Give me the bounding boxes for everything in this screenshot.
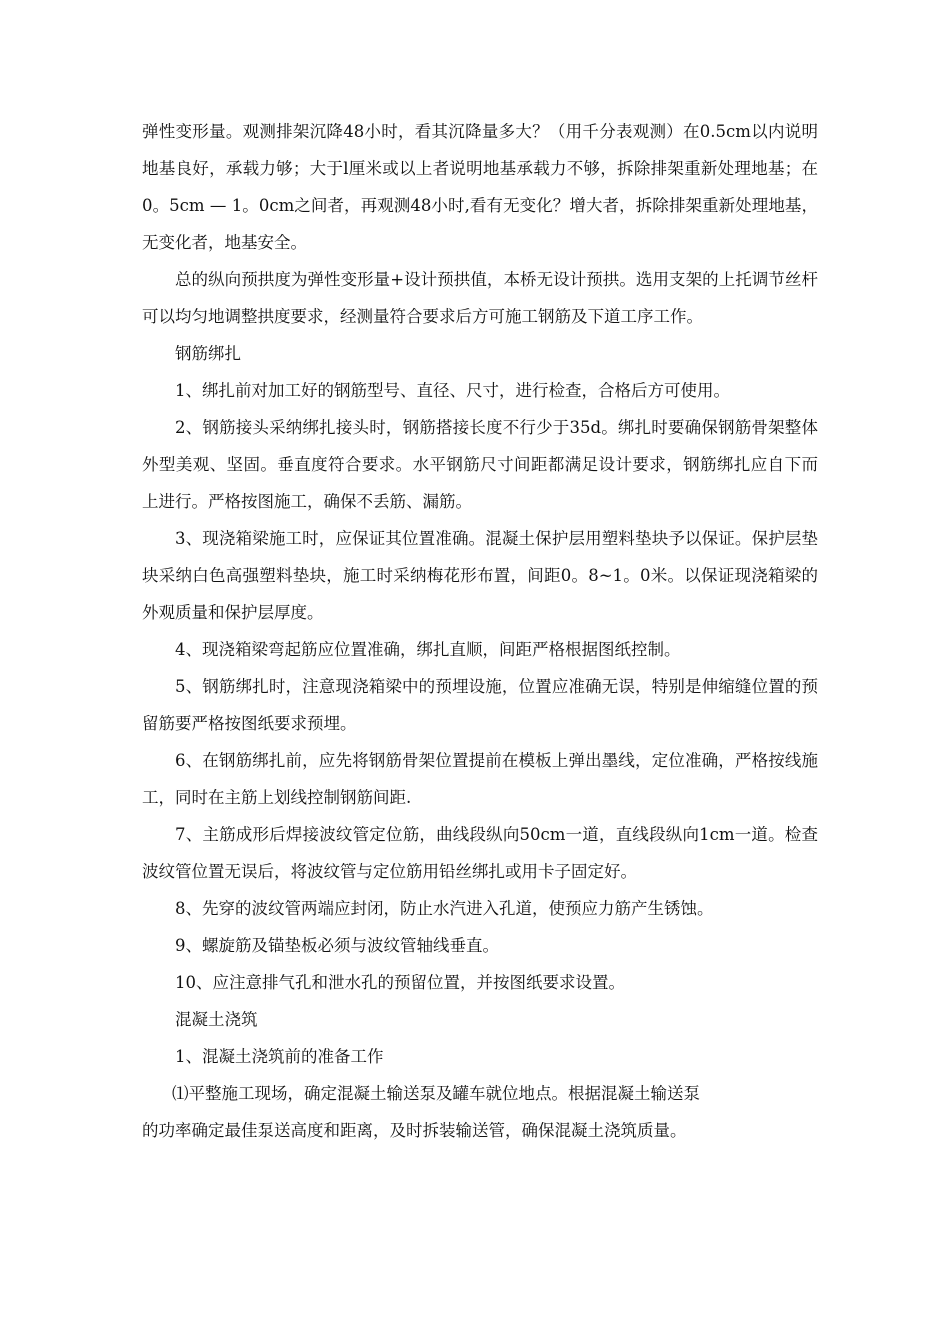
section-heading-concrete: 混凝土浇筑 xyxy=(175,1010,258,1029)
list-item-site-prep-line-2: 的功率确定最佳泵送高度和距离，及时拆装输送管，确保混凝土浇筑质量。 xyxy=(142,1121,687,1140)
list-item-site-prep-line-1: ⑴平整施工现场，确定混凝土输送泵及罐车就位地点。根据混凝土输送泵 xyxy=(172,1084,700,1103)
list-item-rebar-9: 9、螺旋筋及锚垫板必须与波纹管轴线垂直。 xyxy=(175,936,499,955)
list-item-rebar-2: 2、钢筋接头采纳绑扎接头时，钢筋搭接长度不行少于35d。绑扎时要确保钢筋骨架整体外型美观、坚固。垂直度符合要求。水平钢筋尺寸间距都满足设计要求，钢筋绑扎应自下而上进行。严格按图施工，确保不丢筋、漏筋。 xyxy=(142,418,818,511)
section-heading-rebar: 钢筋绑扎 xyxy=(175,344,241,363)
list-item-rebar-10: 10、应注意排气孔和泄水孔的预留位置，并按图纸要求设置。 xyxy=(175,973,625,992)
list-item-rebar-4: 4、现浇箱梁弯起筋应位置准确，绑扎直顺，间距严格根据图纸控制。 xyxy=(175,640,681,659)
list-item-rebar-3: 3、现浇箱梁施工时，应保证其位置准确。混凝土保护层用塑料垫块予以保证。保护层垫块采纳白色高强塑料垫块，施工时采纳梅花形布置，间距0。8~1。0米。以保证现浇箱梁的外观质量和保护层厚度。 xyxy=(142,529,818,622)
paragraph-camber: 总的纵向预拱度为弹性变形量+设计预拱值，本桥无设计预拱。选用支架的上托调节丝杆可以均匀地调整拱度要求，经测量符合要求后方可施工钢筋及下道工序工作。 xyxy=(142,270,818,326)
list-item-rebar-7: 7、主筋成形后焊接波纹管定位筋，曲线段纵向50cm一道，直线段纵向1cm一道。检查波纹管位置无误后，将波纹管与定位筋用铅丝绑扎或用卡子固定好。 xyxy=(142,825,818,881)
list-item-rebar-5: 5、钢筋绑扎时，注意现浇箱梁中的预埋设施，位置应准确无误，特别是伸缩缝位置的预留筋要严格按图纸要求预埋。 xyxy=(142,677,818,733)
document-body xyxy=(142,113,818,1149)
subsection-heading-preparation: 1、混凝土浇筑前的准备工作 xyxy=(175,1047,384,1066)
paragraph-settlement: 弹性变形量。观测排架沉降48小时，看其沉降量多大？（用千分表观测）在0.5cm以内说明地基良好，承载力够；大于l厘米或以上者说明地基承载力不够，拆除排架重新处理地基；在0。5cm — 1。0cm之间者，再观测48小时,看有无变化？增大者，拆除排架重新处理地基，无变化者，地基安全。 xyxy=(142,122,818,252)
list-item-rebar-6: 6、在钢筋绑扎前，应先将钢筋骨架位置提前在模板上弹出墨线，定位准确，严格按线施工，同时在主筋上划线控制钢筋间距. xyxy=(142,751,818,807)
list-item-rebar-1: 1、绑扎前对加工好的钢筋型号、直径、尺寸，进行检查，合格后方可使用。 xyxy=(175,381,730,400)
list-item-rebar-8: 8、先穿的波纹管两端应封闭，防止水汽进入孔道，使预应力筋产生锈蚀。 xyxy=(175,899,714,918)
